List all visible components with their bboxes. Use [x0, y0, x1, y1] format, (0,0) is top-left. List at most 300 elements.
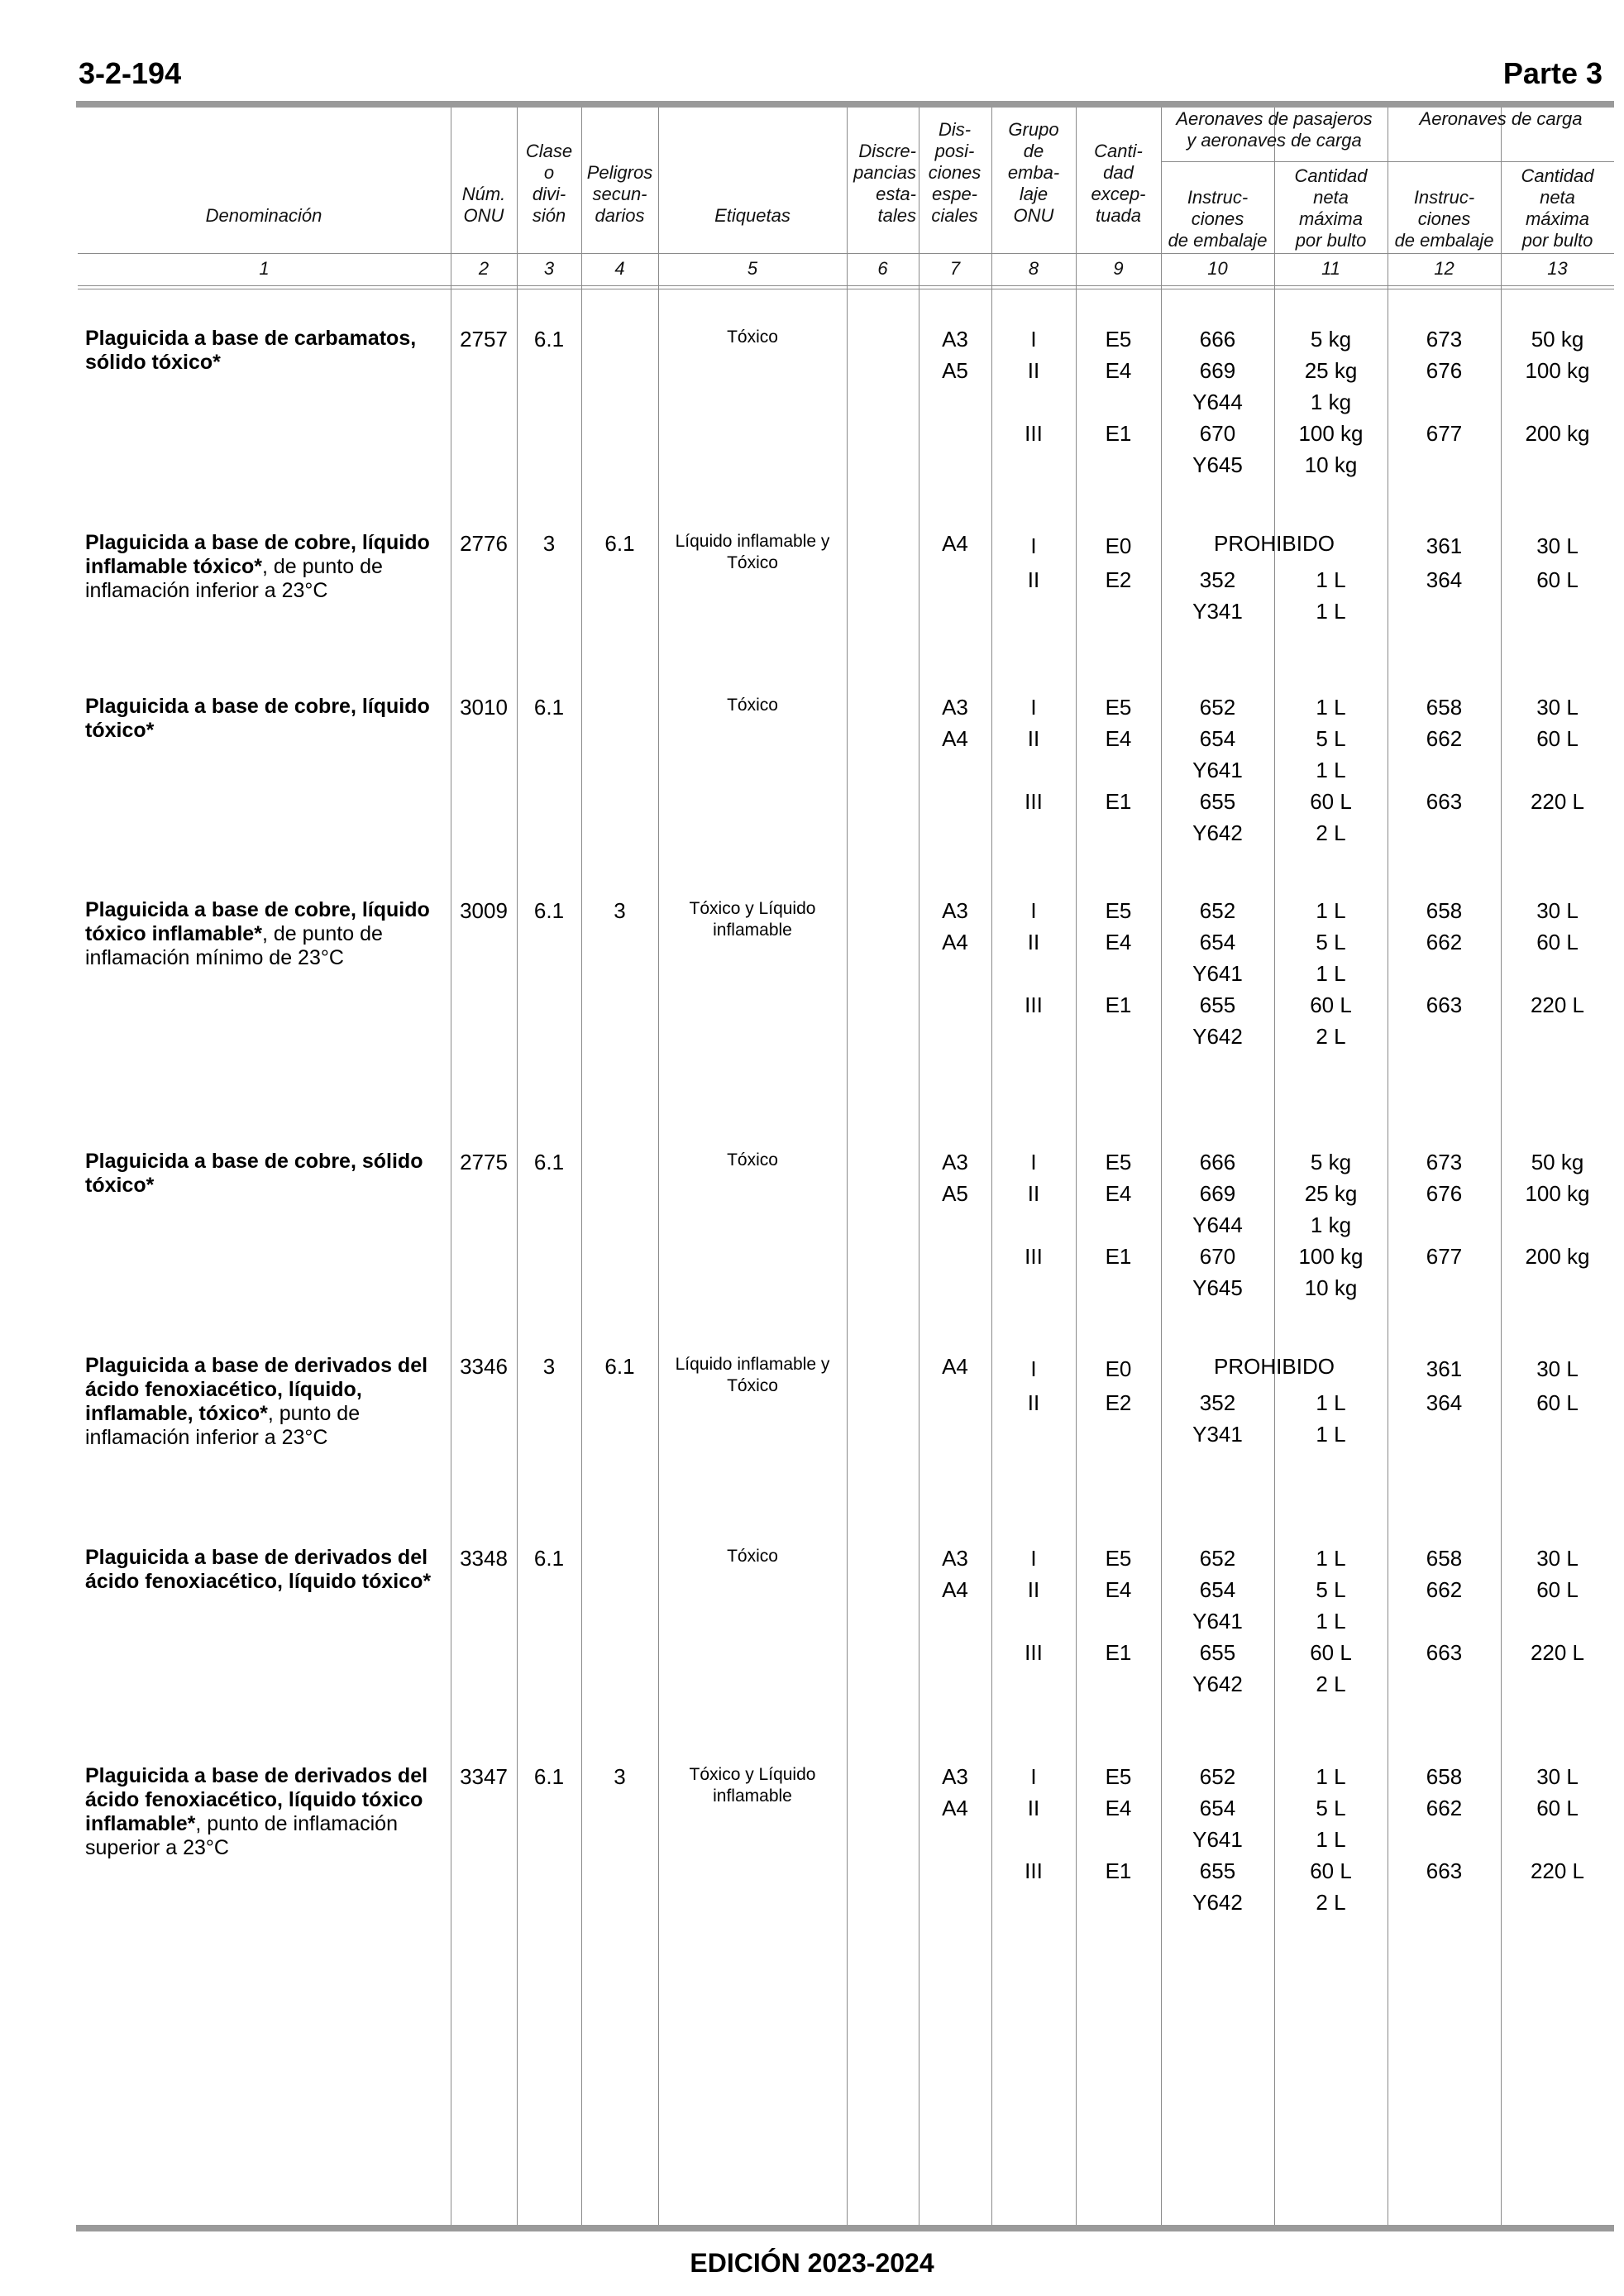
pax-net-quantity-value: 100 kg	[1298, 1244, 1364, 1269]
header-line: de embalaje	[1394, 230, 1494, 251]
pax-net-quantity-value: 1 L	[1316, 1422, 1346, 1447]
pax-packing-instruction-value: 655	[1199, 789, 1236, 814]
pax-net-quantity-value: 5 kg	[1310, 327, 1352, 352]
column-number: 10	[1207, 258, 1228, 279]
secondary-hazard: 3	[614, 898, 626, 923]
substance-name	[85, 327, 445, 375]
special-provisions-value: A3	[942, 1150, 968, 1174]
header-line: neta	[1540, 187, 1575, 208]
un-number: 3346	[460, 1354, 508, 1379]
pax-packing-instruction-value: Y644	[1192, 390, 1243, 414]
header-line: por bulto	[1295, 230, 1367, 251]
pax-net-quantity	[1274, 895, 1388, 1052]
column-number: 9	[1113, 258, 1124, 279]
header-cargo-cantidad-neta	[1501, 165, 1614, 251]
bottom-rule	[76, 2225, 1614, 2231]
secondary-hazard: 6.1	[604, 1354, 635, 1379]
header-line: de	[1023, 141, 1044, 161]
special-provisions	[919, 1351, 991, 1382]
packing-group-value: I	[1030, 695, 1037, 720]
header-num-onu	[451, 184, 517, 227]
substance-name-bold: Plaguicida a base de derivados del ácido fenoxiacético, líquido tóxico*	[85, 1546, 432, 1593]
packing-group-value: II	[1027, 1181, 1040, 1206]
cargo-net-quantity-value: 200 kg	[1525, 1244, 1590, 1269]
pax-packing-instruction	[1161, 1146, 1274, 1303]
cargo-net-quantity-value: 200 kg	[1525, 421, 1590, 446]
pax-net-quantity-value: 5 kg	[1310, 1150, 1352, 1174]
top-rule	[76, 101, 1614, 108]
excepted-quantity-value	[1076, 817, 1161, 849]
hazard-labels: Líquido inflamable y Tóxico	[675, 532, 830, 572]
excepted-quantity-value	[1076, 1887, 1161, 1918]
header-line: Cantidad	[1521, 165, 1594, 186]
class-division: 6.1	[533, 1546, 565, 1571]
pax-packing-instruction-value: Y644	[1192, 1213, 1243, 1237]
excepted-quantity-value	[1076, 958, 1161, 989]
header-line: darios	[595, 205, 645, 226]
packing-group-value: III	[1025, 1858, 1043, 1883]
substance-name-bold: Plaguicida a base de cobre, líquido tóxico*	[85, 695, 430, 742]
packing-group-value: II	[1027, 726, 1040, 751]
packing-group-value	[991, 817, 1076, 849]
substance-name-rest: , punto de inflamación superior a 23°C	[85, 1812, 398, 1859]
excepted-quantity-value: E1	[1105, 421, 1132, 446]
packing-group	[991, 1543, 1076, 1700]
header-cargo-instrucciones	[1388, 187, 1501, 251]
header-grupo	[991, 119, 1076, 227]
excepted-quantity-value: E4	[1105, 358, 1132, 383]
cargo-packing-instruction	[1388, 691, 1501, 849]
cargo-net-quantity-value: 30 L	[1536, 695, 1579, 720]
pax-net-quantity-value: 100 kg	[1298, 421, 1364, 446]
packing-group-value	[991, 1272, 1076, 1303]
pax-net-quantity-value: 2 L	[1316, 1672, 1346, 1696]
cargo-net-quantity-value	[1501, 958, 1614, 989]
header-line: ONU	[463, 205, 504, 226]
packing-group	[991, 528, 1076, 596]
special-provisions	[919, 895, 991, 958]
substance-name-bold: Plaguicida a base de cobre, sólido tóxico*	[85, 1150, 423, 1197]
pax-packing-instruction-value: 352	[1199, 1390, 1236, 1415]
header-line: Grupo	[1008, 119, 1059, 140]
cargo-net-quantity-value	[1501, 1021, 1614, 1052]
pax-packing-instruction-value: 652	[1199, 695, 1236, 720]
packing-group-value: I	[1030, 1764, 1037, 1789]
packing-group-value: II	[1027, 1796, 1040, 1820]
header-line: o	[543, 162, 555, 183]
special-provisions	[919, 691, 991, 754]
cargo-net-quantity-value: 30 L	[1536, 1764, 1579, 1789]
excepted-quantity-value: E1	[1105, 1244, 1132, 1269]
cargo-net-quantity-value: 60 L	[1536, 567, 1579, 592]
substance-name	[85, 1764, 445, 1860]
special-provisions-value: A3	[942, 327, 968, 352]
cargo-packing-instruction-value	[1388, 1209, 1501, 1241]
un-number: 2775	[460, 1150, 508, 1174]
excepted-quantity-value: E2	[1105, 1390, 1132, 1415]
excepted-quantity-value: E5	[1105, 1764, 1132, 1789]
cargo-net-quantity	[1501, 895, 1614, 1052]
secondary-hazard: 6.1	[604, 531, 635, 556]
cargo-packing-instruction	[1388, 895, 1501, 1052]
excepted-quantity-value	[1076, 754, 1161, 786]
column-number-rule	[78, 285, 1614, 286]
cargo-packing-instruction	[1388, 528, 1501, 596]
excepted-quantity-value: E5	[1105, 327, 1132, 352]
substance-name	[85, 531, 445, 603]
cargo-packing-instruction-value	[1388, 958, 1501, 989]
substance-name	[85, 898, 445, 970]
pax-packing-instruction	[1161, 1387, 1274, 1450]
packing-group-value: II	[1027, 930, 1040, 954]
cargo-net-quantity-value: 30 L	[1536, 533, 1579, 558]
pax-packing-instruction	[1161, 1543, 1274, 1700]
pax-packing-instruction-value: 655	[1199, 993, 1236, 1017]
cargo-packing-instruction-value	[1388, 817, 1501, 849]
cargo-net-quantity	[1501, 528, 1614, 596]
cargo-packing-instruction-value: 662	[1426, 930, 1463, 954]
special-provisions-value: A4	[942, 1796, 968, 1820]
packing-group-value	[991, 1887, 1076, 1918]
packing-group-value	[991, 1209, 1076, 1241]
excepted-quantity-value: E4	[1105, 1796, 1132, 1820]
special-provisions-value: A5	[942, 358, 968, 383]
excepted-quantity-value: E4	[1105, 930, 1132, 954]
pax-packing-instruction-value: 666	[1199, 1150, 1236, 1174]
substance-name-rest: , punto de inflamación inferior a 23°C	[85, 1402, 361, 1449]
pax-net-quantity-value: 2 L	[1316, 820, 1346, 845]
prohibited-label: PROHIBIDO	[1214, 1354, 1335, 1379]
pax-packing-instruction-value: Y641	[1192, 961, 1243, 986]
column-divider	[847, 108, 848, 2225]
header-line: espe-	[931, 184, 978, 204]
pax-packing-instruction-value: Y645	[1192, 1275, 1243, 1300]
header-line: tuada	[1095, 205, 1142, 226]
pax-packing-instruction-value: 652	[1199, 1546, 1236, 1571]
header-line: ciones	[928, 162, 982, 183]
packing-group-value: I	[1030, 1150, 1037, 1174]
class-division: 6.1	[533, 695, 565, 720]
packing-group-value	[991, 449, 1076, 481]
packing-group	[991, 1351, 1076, 1418]
cargo-net-quantity-value	[1501, 1209, 1614, 1241]
pax-packing-instruction-value: Y641	[1192, 758, 1243, 782]
prohibited-label: PROHIBIDO	[1214, 531, 1335, 556]
hazard-labels: Tóxico	[727, 328, 778, 347]
cargo-packing-instruction-value: 364	[1426, 567, 1463, 592]
cargo-packing-instruction-value	[1388, 754, 1501, 786]
header-line: Canti-	[1094, 141, 1143, 161]
cargo-packing-instruction-value: 662	[1426, 1796, 1463, 1820]
pax-net-quantity	[1274, 691, 1388, 849]
packing-group-value: II	[1027, 358, 1040, 383]
cargo-packing-instruction-value	[1388, 386, 1501, 418]
header-line: pancias	[853, 162, 916, 183]
header-line: por bulto	[1521, 230, 1593, 251]
cargo-packing-instruction-value	[1388, 1668, 1501, 1700]
header-carga-group: Aeronaves de carga	[1419, 108, 1583, 129]
pax-net-quantity-value: 60 L	[1310, 789, 1352, 814]
excepted-quantity	[1076, 1351, 1161, 1418]
substance-name-rest: , de punto de inflamación mínimo de 23°C	[85, 922, 383, 969]
special-provisions-value: A3	[942, 695, 968, 720]
pax-packing-instruction-value: Y642	[1192, 820, 1243, 845]
packing-group-value	[991, 1668, 1076, 1700]
un-number: 3010	[460, 695, 508, 720]
hazard-labels: Tóxico y Líquido inflamable	[689, 1765, 816, 1806]
cargo-net-quantity-value: 50 kg	[1531, 1150, 1584, 1174]
substance-name-rest: , de punto de inflamación inferior a 23°C	[85, 555, 383, 602]
un-number: 3348	[460, 1546, 508, 1571]
header-line: laje	[1019, 184, 1048, 204]
header-line: ciones	[1191, 208, 1244, 229]
pax-net-quantity	[1274, 564, 1388, 627]
header-pax-instrucciones	[1161, 187, 1274, 251]
class-division: 3	[542, 1354, 556, 1379]
secondary-hazard: 3	[614, 1764, 626, 1789]
pax-net-quantity-value: 1 kg	[1310, 1213, 1352, 1237]
cargo-net-quantity-value: 60 L	[1536, 1390, 1579, 1415]
pax-packing-instruction-value: Y642	[1192, 1024, 1243, 1049]
class-division: 6.1	[533, 1764, 565, 1789]
header-line: ciales	[931, 205, 978, 226]
pax-net-quantity-value: 1 L	[1316, 1764, 1346, 1789]
cargo-net-quantity-value	[1501, 449, 1614, 481]
excepted-quantity-value: E4	[1105, 1181, 1132, 1206]
excepted-quantity-value: E5	[1105, 1150, 1132, 1174]
excepted-quantity-value: E5	[1105, 1546, 1132, 1571]
cargo-packing-instruction-value: 663	[1426, 1640, 1463, 1665]
pax-packing-instruction-value: 654	[1199, 1577, 1236, 1602]
packing-group	[991, 895, 1076, 1052]
class-division: 6.1	[533, 898, 565, 923]
hazard-labels: Tóxico y Líquido inflamable	[689, 899, 816, 940]
packing-group-value: I	[1030, 327, 1037, 352]
special-provisions	[919, 528, 991, 559]
cargo-packing-instruction-value	[1388, 1824, 1501, 1855]
pax-packing-instruction	[1161, 564, 1274, 627]
pax-net-quantity-value: 1 L	[1316, 695, 1346, 720]
header-line: sión	[532, 205, 566, 226]
excepted-quantity-value	[1076, 1272, 1161, 1303]
class-division: 6.1	[533, 1150, 565, 1174]
packing-group-value: I	[1030, 1546, 1037, 1571]
hazard-labels: Tóxico	[727, 1150, 778, 1170]
excepted-quantity	[1076, 691, 1161, 849]
packing-group-value: III	[1025, 1244, 1043, 1269]
packing-group-value	[991, 386, 1076, 418]
excepted-quantity-value: E1	[1105, 789, 1132, 814]
packing-group-value	[991, 1824, 1076, 1855]
pax-packing-instruction-value: 666	[1199, 327, 1236, 352]
pax-packing-instruction-value: 655	[1199, 1858, 1236, 1883]
cargo-net-quantity-value: 100 kg	[1525, 1181, 1590, 1206]
pax-packing-instruction-value: 652	[1199, 898, 1236, 923]
cargo-net-quantity-value: 220 L	[1530, 1858, 1585, 1883]
packing-group-value: I	[1030, 533, 1037, 558]
pax-net-quantity	[1274, 1387, 1388, 1450]
excepted-quantity-value: E5	[1105, 695, 1132, 720]
edition-footer: EDICIÓN 2023-2024	[690, 2248, 934, 2278]
excepted-quantity-value: E2	[1105, 567, 1132, 592]
header-line: Aeronaves de pasajeros	[1176, 108, 1373, 129]
page-number: 3-2-194	[79, 56, 182, 90]
pax-net-quantity-value: 2 L	[1316, 1890, 1346, 1915]
pax-packing-instruction-value: 669	[1199, 1181, 1236, 1206]
column-number: 5	[747, 258, 758, 279]
pax-net-quantity-value: 25 kg	[1304, 358, 1358, 383]
excepted-quantity-value: E1	[1105, 1858, 1132, 1883]
packing-group-value: II	[1027, 567, 1040, 592]
cargo-packing-instruction-value	[1388, 1021, 1501, 1052]
header-group-divider	[1161, 161, 1614, 162]
cargo-net-quantity-value: 220 L	[1530, 1640, 1585, 1665]
excepted-quantity	[1076, 1543, 1161, 1700]
cargo-packing-instruction-value: 673	[1426, 327, 1463, 352]
special-provisions	[919, 1761, 991, 1824]
excepted-quantity-value: E5	[1105, 898, 1132, 923]
cargo-packing-instruction-value	[1388, 1272, 1501, 1303]
pax-net-quantity-value: 5 L	[1316, 1577, 1346, 1602]
special-provisions-value: A4	[942, 930, 968, 954]
excepted-quantity-value	[1076, 1209, 1161, 1241]
special-provisions-value: A3	[942, 898, 968, 923]
excepted-quantity-value	[1076, 449, 1161, 481]
cargo-packing-instruction-value	[1388, 1887, 1501, 1918]
substance-name	[85, 695, 445, 743]
cargo-packing-instruction-value: 361	[1426, 1356, 1463, 1381]
pax-packing-instruction	[1161, 1761, 1274, 1918]
packing-group-value: III	[1025, 993, 1043, 1017]
pax-packing-instruction-value: Y645	[1192, 452, 1243, 477]
packing-group-value: III	[1025, 1640, 1043, 1665]
cargo-packing-instruction-value: 658	[1426, 1546, 1463, 1571]
cargo-net-quantity-value	[1501, 386, 1614, 418]
pax-net-quantity-value: 1 kg	[1310, 390, 1352, 414]
cargo-net-quantity	[1501, 323, 1614, 481]
cargo-packing-instruction	[1388, 1543, 1501, 1700]
cargo-packing-instruction-value: 662	[1426, 726, 1463, 751]
pax-net-quantity-value: 1 L	[1316, 758, 1346, 782]
substance-name	[85, 1354, 445, 1450]
cargo-packing-instruction-value: 663	[1426, 993, 1463, 1017]
header-clase	[517, 141, 581, 227]
header-line: posi-	[934, 141, 975, 161]
excepted-quantity-value: E4	[1105, 1577, 1132, 1602]
pax-packing-instruction-value: 655	[1199, 1640, 1236, 1665]
header-line: dad	[1103, 162, 1134, 183]
packing-group-value	[991, 1021, 1076, 1052]
substance-name	[85, 1150, 445, 1198]
special-provisions-value: A4	[942, 531, 968, 556]
pax-packing-instruction-value: Y642	[1192, 1890, 1243, 1915]
header-line: de embalaje	[1168, 230, 1268, 251]
packing-group-value: II	[1027, 1390, 1040, 1415]
header-denominacion: Denominación	[205, 205, 322, 226]
cargo-packing-instruction-value: 676	[1426, 358, 1463, 383]
header-line: Dis-	[938, 119, 972, 140]
header-line: Peligros	[586, 162, 653, 183]
header-pasajeros-group	[1161, 108, 1388, 151]
hazard-labels: Tóxico	[727, 696, 778, 715]
substance-name-bold: Plaguicida a base de derivados del ácido fenoxiacético, líquido, inflamable, tóxico*	[85, 1354, 428, 1425]
header-line: ONU	[1013, 205, 1054, 226]
cargo-packing-instruction-value: 673	[1426, 1150, 1463, 1174]
column-number: 6	[877, 258, 888, 279]
cargo-net-quantity-value: 60 L	[1536, 930, 1579, 954]
cargo-net-quantity-value: 30 L	[1536, 1356, 1579, 1381]
pax-net-quantity-value: 2 L	[1316, 1024, 1346, 1049]
special-provisions	[919, 1543, 991, 1605]
pax-packing-instruction-value: 670	[1199, 1244, 1236, 1269]
cargo-packing-instruction-value: 658	[1426, 695, 1463, 720]
pax-net-quantity-value: 1 L	[1316, 599, 1346, 624]
pax-packing-instruction-value: Y642	[1192, 1672, 1243, 1696]
special-provisions-value: A4	[942, 1354, 968, 1379]
excepted-quantity-value: E0	[1105, 533, 1132, 558]
packing-group-value: I	[1030, 1356, 1037, 1381]
cargo-net-quantity-value: 60 L	[1536, 1796, 1579, 1820]
pax-net-quantity	[1274, 1761, 1388, 1918]
pax-packing-instruction-value: Y341	[1192, 1422, 1243, 1447]
header-disposiciones	[919, 119, 991, 227]
pax-packing-instruction-value: 652	[1199, 1764, 1236, 1789]
cargo-packing-instruction-value: 677	[1426, 421, 1463, 446]
packing-group-value	[991, 754, 1076, 786]
column-number: 7	[949, 258, 961, 279]
cargo-net-quantity-value: 50 kg	[1531, 327, 1584, 352]
hazard-labels: Líquido inflamable y Tóxico	[675, 1355, 830, 1395]
cargo-packing-instruction	[1388, 1146, 1501, 1303]
pax-net-quantity-value: 5 L	[1316, 930, 1346, 954]
header-cantidad-exceptuada	[1076, 141, 1161, 227]
header-line: secun-	[592, 184, 647, 204]
excepted-quantity-value: E4	[1105, 726, 1132, 751]
cargo-net-quantity-value: 60 L	[1536, 726, 1579, 751]
header-line: y aeronaves de carga	[1187, 130, 1362, 151]
cargo-packing-instruction-value: 663	[1426, 1858, 1463, 1883]
pax-net-quantity	[1274, 1146, 1388, 1303]
special-provisions-value: A5	[942, 1181, 968, 1206]
cargo-net-quantity-value	[1501, 1668, 1614, 1700]
cargo-net-quantity-value: 30 L	[1536, 1546, 1579, 1571]
pax-net-quantity-value: 10 kg	[1304, 452, 1358, 477]
cargo-net-quantity-value	[1501, 1824, 1614, 1855]
pax-packing-instruction-value: Y341	[1192, 599, 1243, 624]
pax-packing-instruction-value: Y641	[1192, 1827, 1243, 1852]
un-number: 2757	[460, 327, 508, 352]
substance-name-bold: Plaguicida a base de cobre, líquido inflamable tóxico*	[85, 531, 430, 578]
pax-net-quantity-value: 5 L	[1316, 726, 1346, 751]
hazard-labels: Tóxico	[727, 1547, 778, 1566]
excepted-quantity-value	[1076, 1021, 1161, 1052]
header-line: emba-	[1007, 162, 1060, 183]
substance-name-bold: Plaguicida a base de cobre, líquido tóxico inflamable*	[85, 898, 430, 945]
pax-net-quantity-value: 1 L	[1316, 1827, 1346, 1852]
cargo-packing-instruction-value: 662	[1426, 1577, 1463, 1602]
pax-net-quantity	[1274, 1543, 1388, 1700]
header-pax-cantidad-neta	[1274, 165, 1388, 251]
packing-group-value	[991, 1605, 1076, 1637]
pax-packing-instruction-value: 654	[1199, 726, 1236, 751]
cargo-packing-instruction-value: 361	[1426, 533, 1463, 558]
pax-packing-instruction-value: 669	[1199, 358, 1236, 383]
pax-packing-instruction-value: 654	[1199, 930, 1236, 954]
cargo-net-quantity-value: 60 L	[1536, 1577, 1579, 1602]
packing-group-value: III	[1025, 789, 1043, 814]
pax-net-quantity-value: 10 kg	[1304, 1275, 1358, 1300]
un-number: 3347	[460, 1764, 508, 1789]
